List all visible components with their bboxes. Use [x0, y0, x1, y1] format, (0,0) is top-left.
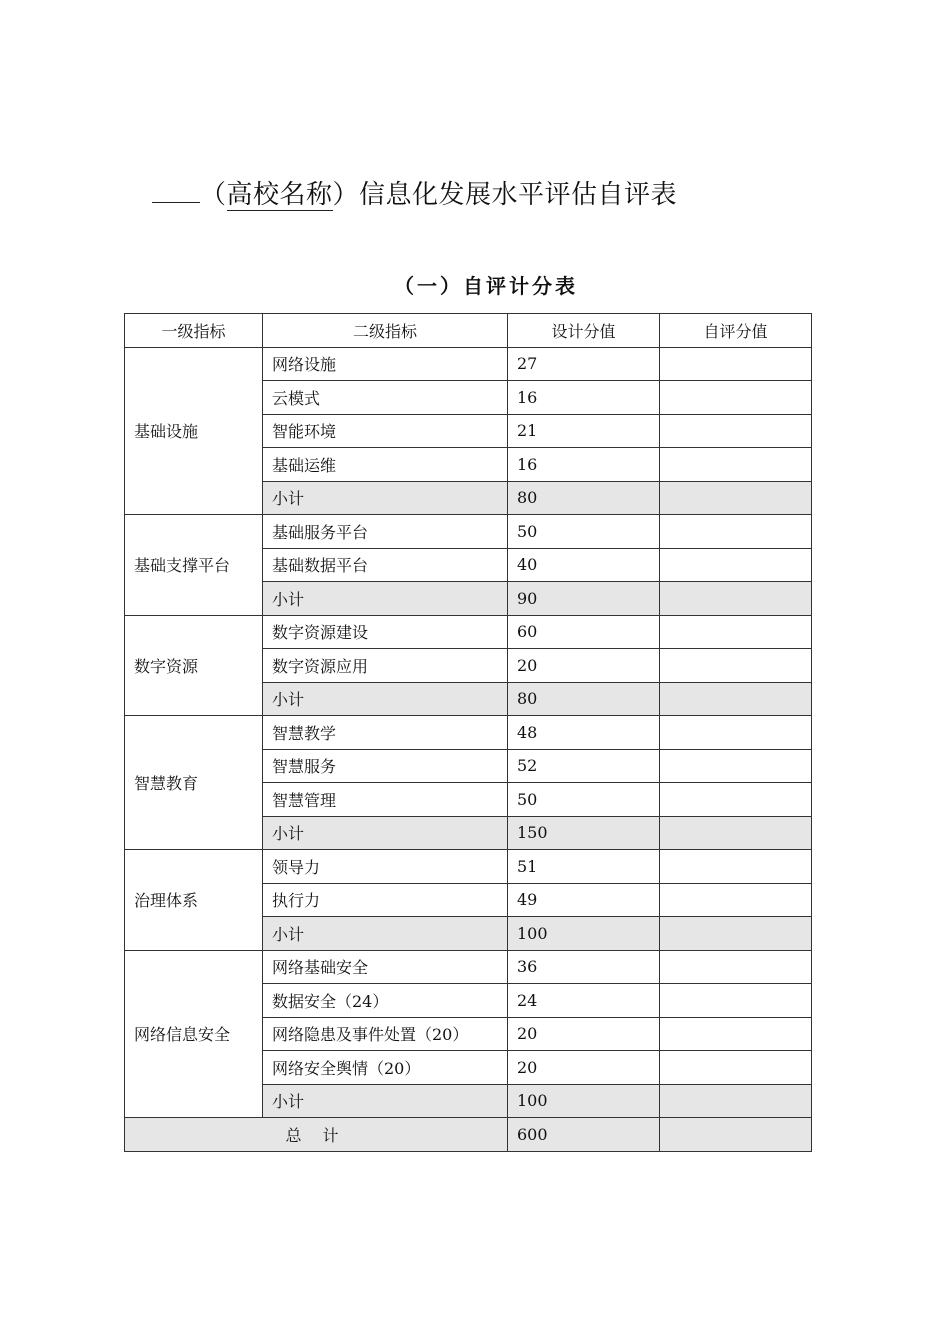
level2-indicator: 数据安全（24）	[263, 984, 508, 1018]
subtotal-design-score: 80	[508, 481, 660, 515]
self-score-input[interactable]	[660, 515, 812, 549]
subtotal-self-score-input[interactable]	[660, 917, 812, 951]
self-score-input[interactable]	[660, 783, 812, 817]
subtotal-label: 小计	[263, 816, 508, 850]
level2-indicator: 网络基础安全	[263, 950, 508, 984]
level2-indicator: 执行力	[263, 883, 508, 917]
level1-indicator: 智慧教育	[125, 716, 263, 850]
design-score: 20	[508, 1051, 660, 1085]
subtotal-self-score-input[interactable]	[660, 816, 812, 850]
design-score: 24	[508, 984, 660, 1018]
design-score: 16	[508, 448, 660, 482]
level1-indicator: 基础设施	[125, 347, 263, 515]
design-score: 20	[508, 649, 660, 683]
total-row	[125, 1118, 812, 1152]
design-score: 60	[508, 615, 660, 649]
level1-indicator: 数字资源	[125, 615, 263, 716]
level2-indicator: 智慧服务	[263, 749, 508, 783]
subtotal-self-score-input[interactable]	[660, 582, 812, 616]
self-score-input[interactable]	[660, 1017, 812, 1051]
self-score-input[interactable]	[660, 381, 812, 415]
subtotal-self-score-input[interactable]	[660, 682, 812, 716]
title-close-paren: ）	[332, 180, 360, 210]
table-row	[125, 716, 812, 750]
table-row	[125, 515, 812, 549]
header-self-score: 自评分值	[660, 314, 812, 348]
self-score-input[interactable]	[660, 883, 812, 917]
subtotal-label: 小计	[263, 917, 508, 951]
header-level2: 二级指标	[263, 314, 508, 348]
title-rest: 信息化发展水平评估自评表	[359, 180, 678, 210]
school-name-blank-line[interactable]	[152, 176, 200, 203]
design-score: 21	[508, 414, 660, 448]
subtotal-label: 小计	[263, 682, 508, 716]
level2-indicator: 网络隐患及事件处置（20）	[263, 1017, 508, 1051]
level1-indicator: 基础支撑平台	[125, 515, 263, 616]
design-score: 52	[508, 749, 660, 783]
subtotal-label: 小计	[263, 582, 508, 616]
title-open-paren: （	[200, 180, 227, 210]
design-score: 16	[508, 381, 660, 415]
table-row	[125, 347, 812, 381]
section-title: （一）自评计分表	[394, 274, 578, 298]
level2-indicator: 云模式	[263, 381, 508, 415]
document-title	[152, 176, 677, 212]
table-row	[125, 950, 812, 984]
level2-indicator: 领导力	[263, 850, 508, 884]
design-score: 50	[508, 783, 660, 817]
self-score-input[interactable]	[660, 548, 812, 582]
design-score: 48	[508, 716, 660, 750]
subtotal-design-score: 100	[508, 1084, 660, 1118]
self-score-input[interactable]	[660, 984, 812, 1018]
self-score-input[interactable]	[660, 950, 812, 984]
design-score: 49	[508, 883, 660, 917]
subtotal-design-score: 150	[508, 816, 660, 850]
level2-indicator: 数字资源应用	[263, 649, 508, 683]
level1-indicator: 网络信息安全	[125, 950, 263, 1118]
self-score-input[interactable]	[660, 649, 812, 683]
subtotal-design-score: 90	[508, 582, 660, 616]
self-score-input[interactable]	[660, 448, 812, 482]
header-design-score: 设计分值	[508, 314, 660, 348]
level2-indicator: 基础运维	[263, 448, 508, 482]
self-score-input[interactable]	[660, 615, 812, 649]
table-header-row	[125, 314, 812, 348]
subtotal-self-score-input[interactable]	[660, 481, 812, 515]
self-score-input[interactable]	[660, 1051, 812, 1085]
subtotal-label: 小计	[263, 1084, 508, 1118]
self-score-input[interactable]	[660, 850, 812, 884]
level2-indicator: 基础服务平台	[263, 515, 508, 549]
level2-indicator: 基础数据平台	[263, 548, 508, 582]
design-score: 36	[508, 950, 660, 984]
design-score: 20	[508, 1017, 660, 1051]
score-table	[124, 313, 812, 1152]
total-label: 总 计	[125, 1118, 508, 1152]
design-score: 50	[508, 515, 660, 549]
level2-indicator: 网络设施	[263, 347, 508, 381]
subtotal-label: 小计	[263, 481, 508, 515]
design-score: 51	[508, 850, 660, 884]
level2-indicator: 智能环境	[263, 414, 508, 448]
subtotal-self-score-input[interactable]	[660, 1084, 812, 1118]
level1-indicator: 治理体系	[125, 850, 263, 951]
table-row	[125, 615, 812, 649]
level2-indicator: 智慧管理	[263, 783, 508, 817]
title-school-name: 高校名称	[226, 180, 333, 210]
total-self-score-input[interactable]	[660, 1118, 812, 1152]
level2-indicator: 数字资源建设	[263, 615, 508, 649]
self-score-input[interactable]	[660, 716, 812, 750]
subtotal-design-score: 100	[508, 917, 660, 951]
design-score: 40	[508, 548, 660, 582]
design-score: 27	[508, 347, 660, 381]
level2-indicator: 智慧教学	[263, 716, 508, 750]
total-design-score: 600	[508, 1118, 660, 1152]
self-score-input[interactable]	[660, 749, 812, 783]
subtotal-design-score: 80	[508, 682, 660, 716]
self-score-input[interactable]	[660, 414, 812, 448]
level2-indicator: 网络安全舆情（20）	[263, 1051, 508, 1085]
header-level1: 一级指标	[125, 314, 263, 348]
table-row	[125, 850, 812, 884]
self-score-input[interactable]	[660, 347, 812, 381]
